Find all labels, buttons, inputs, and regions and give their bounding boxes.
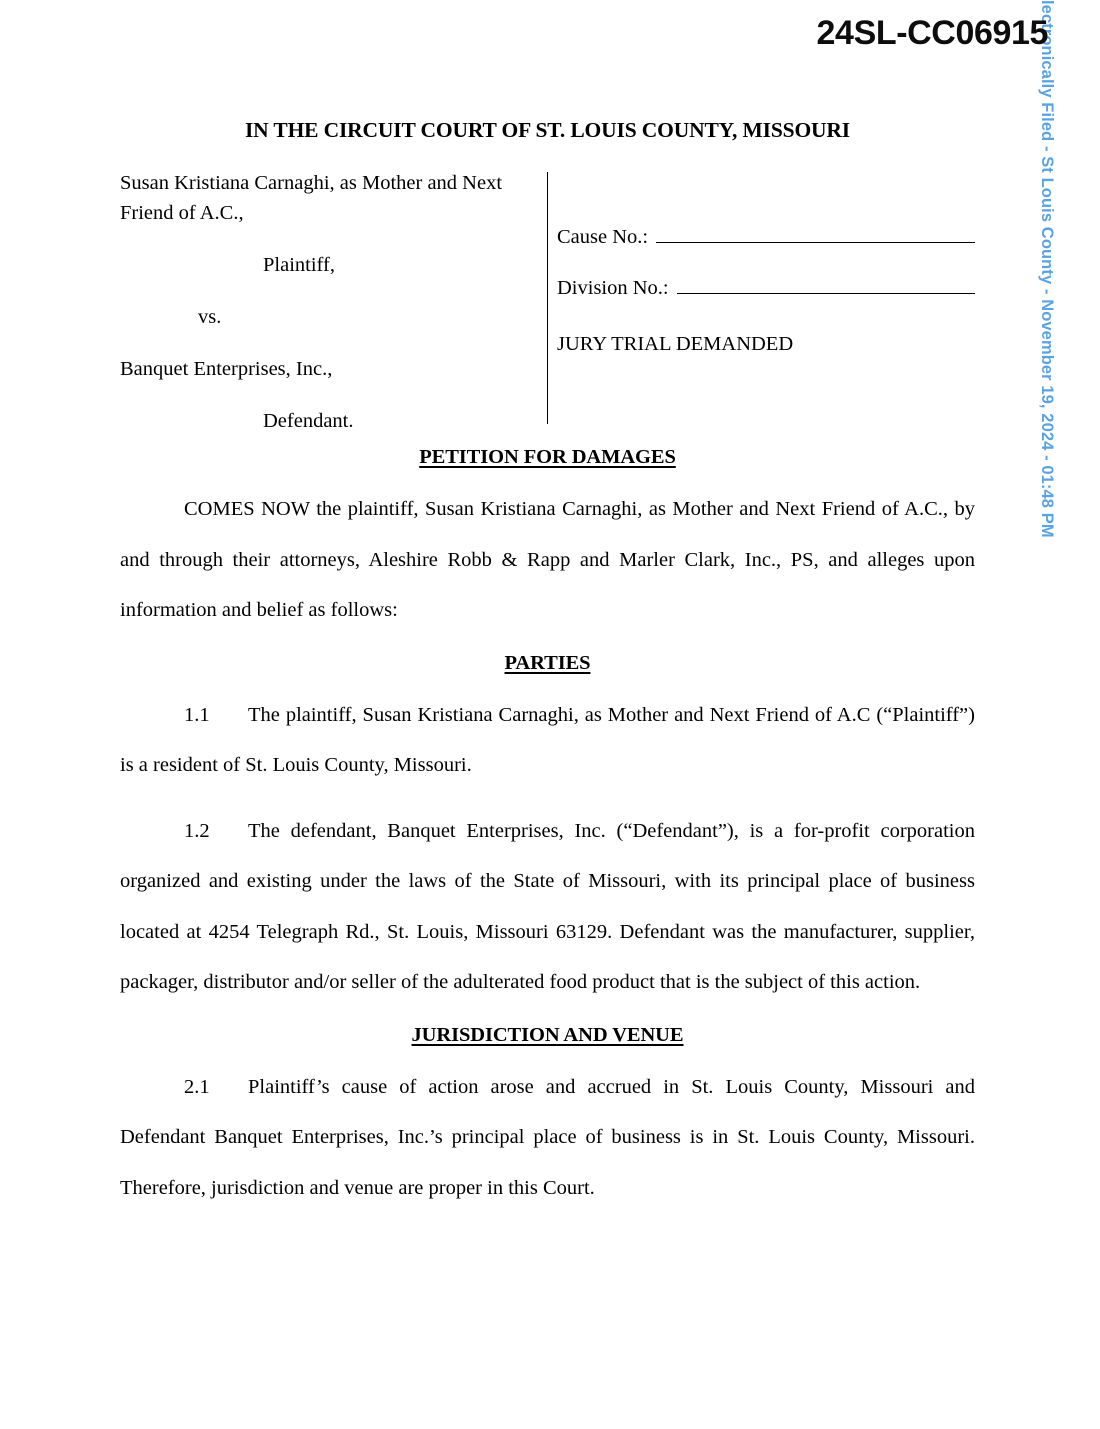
paragraph-1-2-number: 1.2: [184, 819, 210, 842]
efiling-stamp: lectronically Filed - St Louis County - November 19, 2024 - 01:48 PM: [1038, 0, 1056, 538]
defendant-name: Banquet Enterprises, Inc.,: [120, 358, 333, 380]
division-number-blank[interactable]: [677, 276, 975, 294]
plaintiff-role-label: Plaintiff,: [263, 254, 335, 276]
jurisdiction-heading: [120, 1024, 975, 1047]
jurisdiction-heading-text: JURISDICTION AND VENUE: [411, 1023, 684, 1046]
petition-heading: [120, 446, 975, 469]
document-body: [120, 446, 975, 1213]
cause-number-row: [557, 222, 975, 252]
paragraph-1-1-number: 1.1: [184, 703, 210, 726]
paragraph-1-1-text: The plaintiff, Susan Kristiana Carnaghi, as Mother and Next Friend of A.C (“Plaintiff”) is a resident of St. Louis County, Missouri.: [120, 703, 975, 776]
case-number: 24SL-CC06915: [816, 14, 1048, 52]
paragraph-2-1: [120, 1062, 975, 1214]
petition-heading-text: PETITION FOR DAMAGES: [419, 446, 676, 468]
division-number-label: Division No.:: [557, 277, 669, 299]
paragraph-1-2-text: The defendant, Banquet Enterprises, Inc. (“Defendant”), is a for-profit corporation organized and existing under the laws of the State of Missouri, with its principal place of business located at 4254 Telegraph Rd., St. Louis, Missouri 63129. Defendant was the manufacturer, supplier, packager, distributor and/or seller of the adulterated food product that is the subject of this action.: [120, 819, 975, 993]
defendant-role-label: Defendant.: [263, 410, 354, 432]
caption-divider-line: [547, 172, 548, 424]
division-number-row: [557, 273, 975, 303]
parties-heading: [120, 652, 975, 675]
paragraph-2-1-number: 2.1: [184, 1075, 210, 1098]
jury-trial-demand: JURY TRIAL DEMANDED: [557, 333, 794, 355]
versus-label: vs.: [198, 306, 222, 328]
court-title: IN THE CIRCUIT COURT OF ST. LOUIS COUNTY, MISSOURI: [244, 118, 851, 142]
opening-paragraph: COMES NOW the plaintiff, Susan Kristiana Carnaghi, as Mother and Next Friend of A.C., by and through their attorneys, Aleshire Robb & Rapp and Marler Clark, Inc., PS, and alleges upon information and belief as follows:: [120, 498, 975, 621]
parties-heading-text: PARTIES: [504, 651, 591, 674]
paragraph-1-2: [120, 806, 975, 1008]
cause-number-label: Cause No.:: [557, 226, 649, 248]
paragraph-2-1-text: Plaintiff’s cause of action arose and accrued in St. Louis County, Missouri and Defendant Banquet Enterprises, Inc.’s principal place of business is in St. Louis County, Missouri. Therefore, jurisdiction and venue are proper in this Court.: [120, 1075, 975, 1199]
caption-block: [120, 168, 975, 430]
paragraph-1-1: [120, 690, 975, 791]
caption-parties-column: [120, 168, 540, 436]
caption-case-info-column: [557, 168, 975, 359]
cause-number-blank[interactable]: [656, 225, 975, 243]
plaintiff-name: Susan Kristiana Carnaghi, as Mother and Next Friend of A.C.,: [120, 172, 503, 224]
